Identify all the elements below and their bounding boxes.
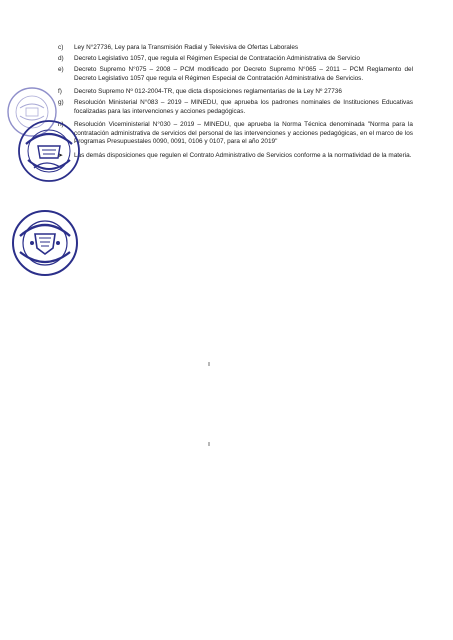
stamp-3 <box>10 208 80 278</box>
scan-mark <box>208 362 210 366</box>
item-text: Las demás disposiciones que regulen el Contrato Administrativo de Servicios conforme a la normatividad de la materia. <box>74 152 412 159</box>
item-label: h) <box>58 121 64 128</box>
item-text: Ley N°27736, Ley para la Transmisión Radial y Televisiva de Ofertas Laborales <box>74 44 299 51</box>
list-item-bullet <box>58 152 413 161</box>
list-item-f <box>58 88 413 97</box>
arrow-bullet-icon: ➤ <box>58 153 64 159</box>
item-label: c) <box>58 44 64 51</box>
item-label: d) <box>58 55 64 62</box>
item-text: Decreto Supremo N°075 – 2008 – PCM modificado por Decreto Supremo N°065 – 2011 – PCM Reglamento del Decreto Legislativo 1057 que regula el Régimen Especial de Contratación Administrativa de Servicios. <box>74 66 413 82</box>
item-label: f) <box>58 88 62 95</box>
scan-mark <box>208 442 210 446</box>
item-text: Decreto Supremo Nº 012-2004-TR, que dicta disposiciones reglamentarias de la Ley Nº 27736 <box>74 88 342 95</box>
list-item-h <box>58 121 413 147</box>
list-item-e <box>58 66 413 83</box>
item-label: g) <box>58 99 64 106</box>
item-text: Resolución Viceministerial N°030 – 2019 – MINEDU, que aprueba la Norma Técnica denominada "Norma para la contratación administrativa de servicios del personal de las intervenciones y acciones pedagógicas, en el marco de los Programas Presupuestales 0090, 0091, 0106 y 0107, para el año 2019" <box>74 121 413 146</box>
list-item-c <box>58 44 413 53</box>
list-item-g <box>58 99 413 116</box>
list-item-d <box>58 55 413 64</box>
stamp-2 <box>16 118 82 184</box>
item-text: Decreto Legislativo 1057, que regula el Régimen Especial de Contratación Administrativa de Servicio <box>74 55 360 62</box>
item-text: Resolución Ministerial N°083 – 2019 – MINEDU, que aprueba los padrones nominales de Instituciones Educativas focalizadas para las intervenciones y acciones pedagógicas. <box>74 99 413 115</box>
item-label: e) <box>58 66 64 73</box>
